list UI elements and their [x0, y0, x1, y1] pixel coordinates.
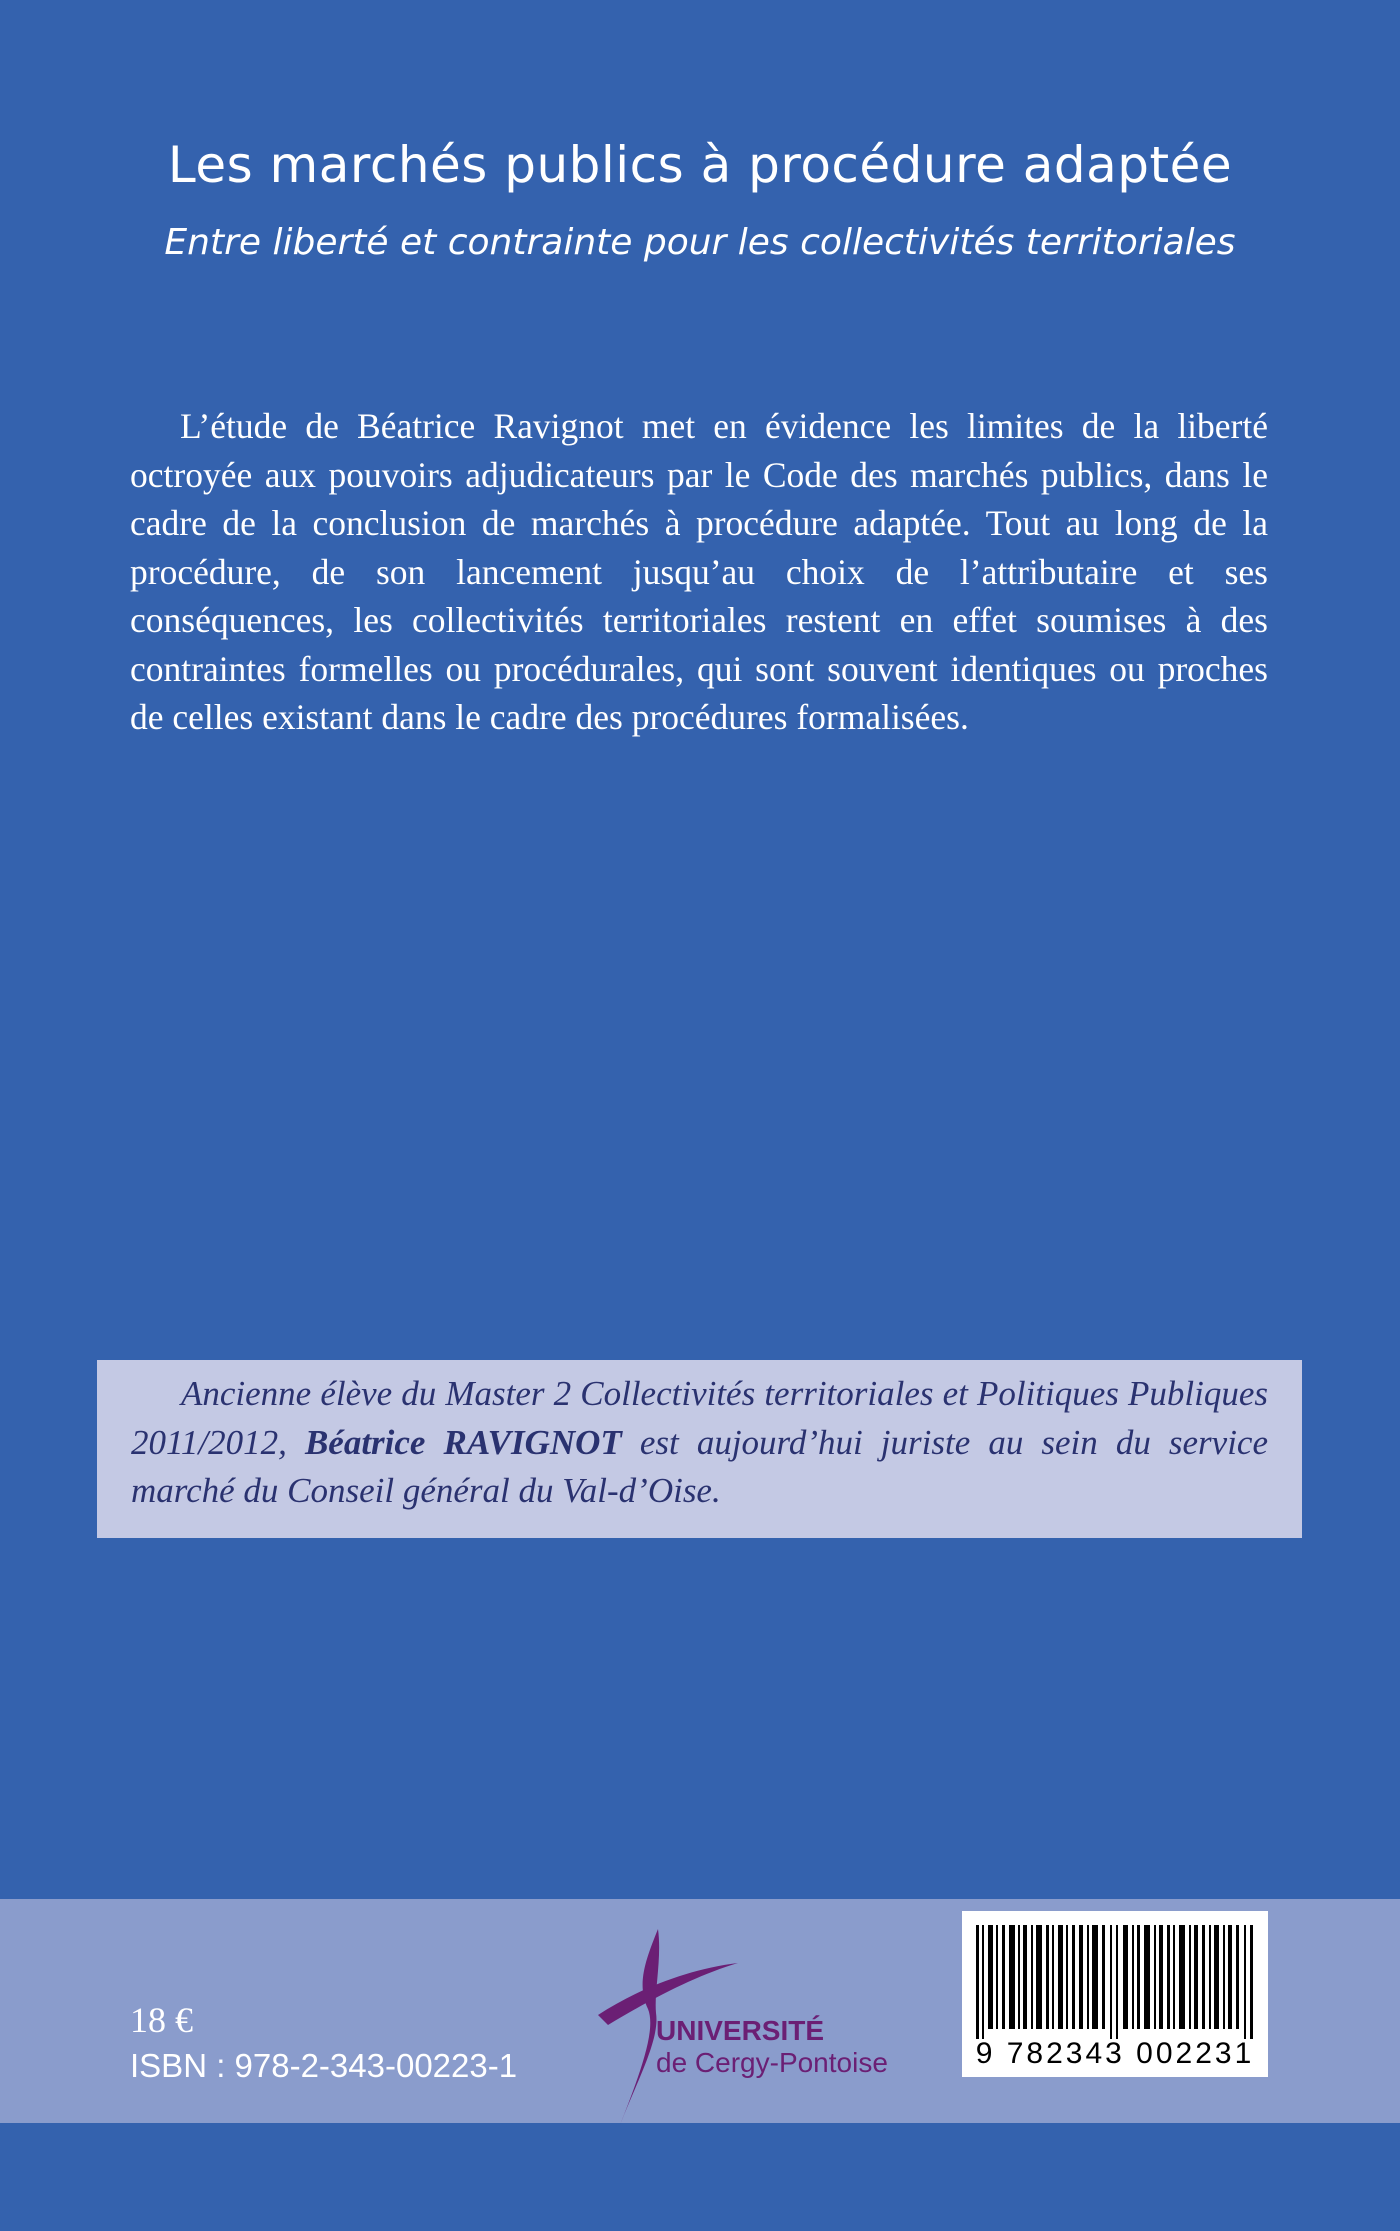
- isbn: ISBN : 978-2-343-00223-1: [130, 2047, 518, 2084]
- barcode-digits: 9 782343 002231: [975, 2037, 1255, 2070]
- author-bio-box: [97, 1360, 1302, 1538]
- university-name-line1: UNIVERSITÉ: [656, 2015, 825, 2046]
- summary-paragraph: L’étude de Béatrice Ravignot met en évidence les limites de la liberté octroyée aux pouvoirs adjudicateurs par le Code des marchés publics, dans le cadre de la conclusion de marchés à procédure adaptée. Tout au long de la procédure, de son lancement jusqu’au choix de l’attributaire et ses conséquences, les collectivités territoriales restent en effet soumises à des contraintes formelles ou procédurales, qui sont souvent identiques ou proches de celles existant dans le cadre des procédures formalisées.: [130, 406, 1268, 737]
- bio-text-after: est aujourd’hui juriste au sein du service marché du Conseil général du Val-d’Oise.: [131, 1422, 1268, 1510]
- author-bio-text: [131, 1370, 1268, 1516]
- barcode: [962, 1911, 1268, 2077]
- book-subtitle: Entre liberté et contrainte pour les collectivités territoriales: [164, 222, 1236, 263]
- barcode-bars: [976, 1925, 1254, 2039]
- book-title: Les marchés publics à procédure adaptée: [167, 136, 1233, 194]
- price: 18 €: [130, 2000, 193, 2040]
- university-name-line2: de Cergy-Pontoise: [656, 2047, 888, 2078]
- footer-band: [0, 1899, 1400, 2123]
- author-name: Béatrice RAVIGNOT: [304, 1422, 622, 1462]
- bio-text-before: Ancienne élève du Master 2 Collectivités territoriales et Politiques Publiques 2011/2012,: [131, 1374, 1268, 1462]
